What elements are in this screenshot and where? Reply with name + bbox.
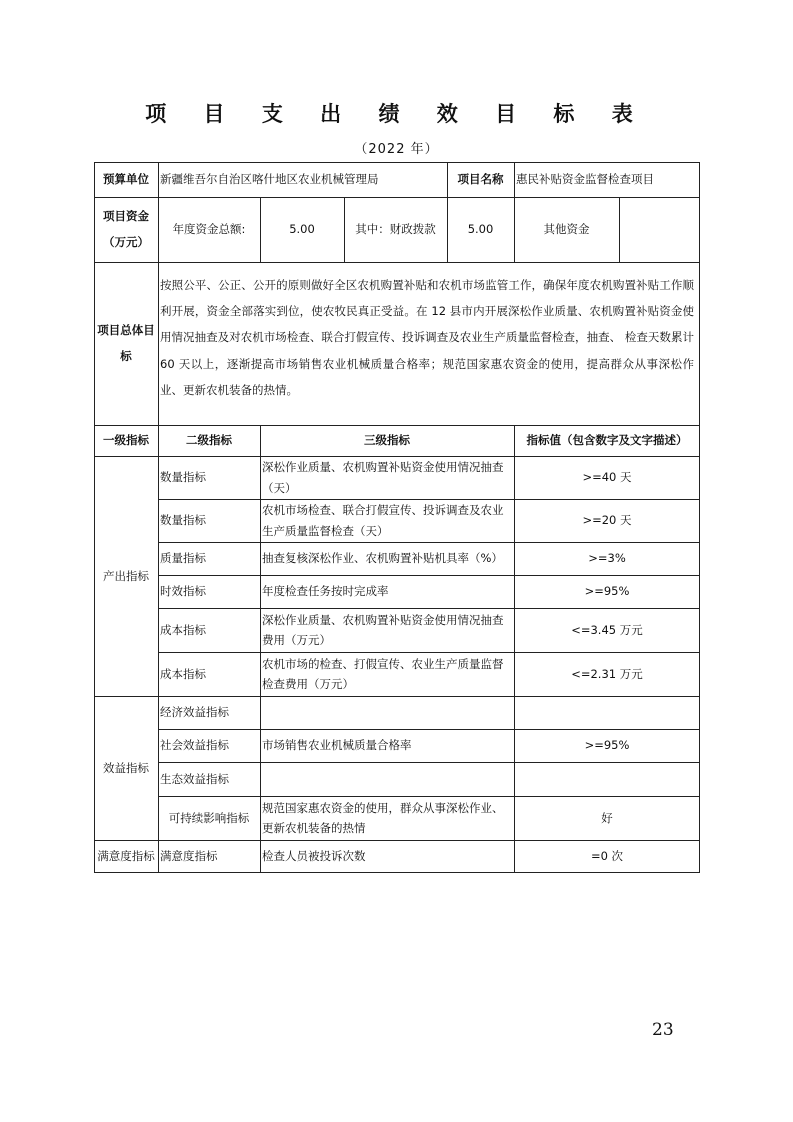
level2-header: 二级指标 (186, 433, 232, 448)
page-number: 23 (652, 1020, 674, 1040)
row-value: >=3% (588, 551, 626, 566)
row-level3: 市场销售农业机械质量合格率 (262, 738, 412, 753)
row-level2: 可持续影响指标 (168, 810, 250, 825)
fiscal-value: 5.00 (467, 222, 494, 237)
group-output: 产出指标 (103, 568, 149, 583)
performance-table (94, 162, 700, 873)
year-label: （2022 年） (354, 142, 439, 157)
page-title: 项 目 支 出 绩 效 目 标 表 (145, 102, 648, 126)
other-funds-label: 其他资金 (543, 222, 590, 237)
annual-total-value: 5.00 (289, 222, 315, 237)
row-level3: 抽查复核深松作业、农机购置补贴机具率（%） (262, 551, 503, 566)
row-value: >=40 天 (582, 470, 632, 485)
overall-goal-label: 项目总体目标 (97, 323, 155, 363)
funds-label: 项目资金 （万元） (103, 209, 149, 249)
row-level2: 生态效益指标 (160, 771, 229, 786)
row-level2: 数量指标 (160, 513, 206, 528)
row-value: 好 (601, 810, 613, 825)
row-level2: 满意度指标 (160, 849, 218, 864)
row-level2: 成本指标 (160, 666, 206, 681)
row-level3: 年度检查任务按时完成率 (262, 584, 389, 599)
fiscal-label: 其中：财政拨款 (355, 222, 436, 237)
row-level3: 深松作业质量、农机购置补贴资金使用情况抽查（天） (262, 460, 504, 495)
level3-header: 三级指标 (364, 433, 410, 448)
row-level3 (260, 762, 514, 796)
row-level3: 深松作业质量、农机购置补贴资金使用情况抽查费用（万元） (262, 612, 504, 647)
row-level2: 质量指标 (160, 551, 206, 566)
row-value: >=95% (584, 584, 630, 599)
row-level3: 检查人员被投诉次数 (262, 849, 366, 864)
group-satisfaction: 满意度指标 (97, 849, 155, 864)
row-level2: 成本指标 (160, 622, 206, 637)
overall-goal-text: 按照公平、公正、公开的原则做好全区农机购置补贴和农机市场监管工作，确保年度农机购置补贴工作顺利开展，资金全部落实到位，使农牧民真正受益。在 12 县市内开展深松作业质量、农机购置补贴资金使用情况抽查及对农机市场检查、联合打假宣传、投诉调查及农业生产质量监督检查，抽查、 检查天数累计 60 天以上，逐渐提高市场销售农业机械质量合格率；规范国家惠农资金的使用，提高群众从事深松作业、更新农机装备的热情。 (160, 278, 694, 397)
project-name-label: 项目名称 (457, 172, 504, 187)
row-level2: 时效指标 (160, 584, 206, 599)
row-level3: 农机市场的检查、打假宣传、农业生产质量监督检查费用（万元） (262, 656, 504, 691)
project-name-value: 惠民补贴资金监督检查项目 (516, 172, 654, 187)
row-value: >=95% (584, 738, 630, 753)
value-header: 指标值（包含数字及文字描述） (526, 433, 688, 448)
row-level2: 数量指标 (160, 470, 206, 485)
budget-unit-value: 新疆维吾尔自治区喀什地区农业机械管理局 (160, 172, 379, 187)
row-level2: 经济效益指标 (160, 705, 229, 720)
row-value: <=2.31 万元 (571, 666, 643, 681)
row-level2: 社会效益指标 (160, 738, 229, 753)
row-value (514, 762, 700, 796)
other-funds-value (619, 197, 700, 262)
row-level3: 规范国家惠农资金的使用，群众从事深松作业、更新农机装备的热情 (262, 800, 504, 835)
row-value: <=3.45 万元 (571, 622, 643, 637)
annual-total-label: 年度资金总额: (172, 222, 246, 237)
level1-header: 一级指标 (103, 433, 149, 448)
budget-unit-label: 预算单位 (103, 172, 149, 187)
row-value (514, 696, 700, 729)
row-level3: 农机市场检查、联合打假宣传、投诉调查及农业生产质量监督检查（天） (262, 503, 504, 538)
group-benefit: 效益指标 (103, 760, 149, 775)
row-value: >=20 天 (582, 513, 632, 528)
row-value: =0 次 (590, 849, 624, 864)
row-level3 (260, 696, 514, 729)
